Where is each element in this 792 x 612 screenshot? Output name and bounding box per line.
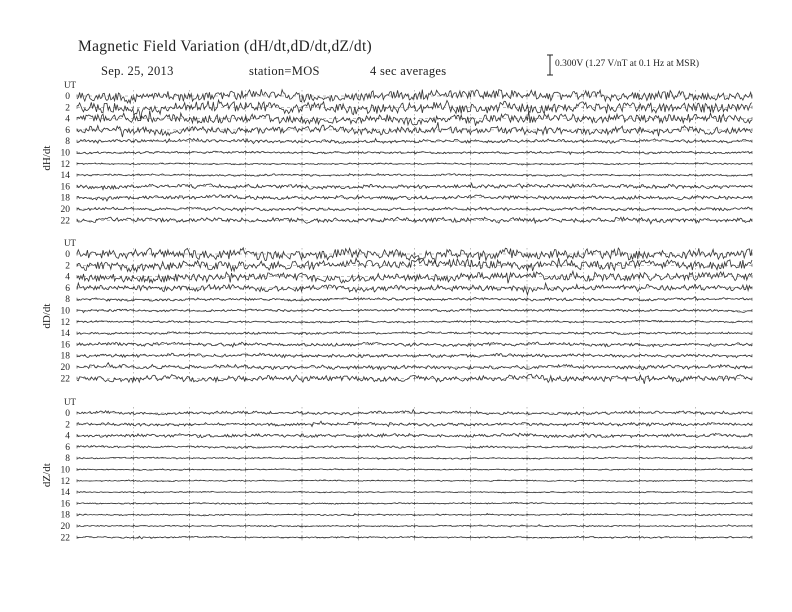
averaging-interval: 4 sec averages — [370, 64, 447, 78]
hour-label: 0 — [65, 92, 70, 102]
hour-label: 10 — [60, 148, 70, 159]
hour-label: 16 — [60, 182, 70, 193]
hour-label: 22 — [60, 533, 70, 544]
hour-label: 4 — [65, 431, 70, 442]
hour-label: 2 — [65, 420, 70, 431]
scale-bar-label: 0.300V (1.27 V/nT at 0.1 Hz at MSR) — [555, 59, 700, 69]
hour-label: 14 — [60, 329, 70, 340]
y-axis-label: dH/dt — [41, 145, 53, 171]
y-axis-label: dD/dt — [41, 303, 53, 329]
y-axis-label: dZ/dt — [41, 463, 53, 488]
panels-group — [41, 80, 752, 543]
hour-label: 12 — [60, 317, 70, 328]
hour-label: 12 — [60, 159, 70, 170]
panel-dD — [41, 238, 752, 384]
ut-label: UT — [64, 80, 76, 90]
hour-label: 18 — [60, 193, 70, 204]
hour-label: 14 — [60, 171, 70, 182]
hour-label: 0 — [65, 250, 70, 260]
hour-label: 20 — [60, 205, 70, 215]
trace-line — [77, 195, 752, 201]
hour-label: 22 — [60, 216, 70, 227]
hour-label: 6 — [65, 442, 70, 453]
hour-label: 8 — [65, 295, 70, 306]
chart-title: Magnetic Field Variation (dH/dt,dD/dt,dZ/dt) — [78, 38, 373, 55]
ut-label: UT — [64, 238, 76, 248]
hour-label: 4 — [65, 272, 70, 283]
hour-label: 4 — [65, 114, 70, 125]
hour-label: 20 — [60, 522, 70, 532]
hour-label: 6 — [65, 283, 70, 294]
hour-label: 12 — [60, 476, 70, 487]
hour-label: 20 — [60, 363, 70, 373]
ut-label: UT — [64, 397, 76, 407]
observation-date: Sep. 25, 2013 — [101, 64, 174, 78]
hour-label: 22 — [60, 374, 70, 385]
hour-label: 18 — [60, 351, 70, 362]
hour-label: 16 — [60, 340, 70, 351]
hour-label: 2 — [65, 261, 70, 272]
hour-label: 2 — [65, 103, 70, 114]
hour-label: 6 — [65, 125, 70, 136]
hour-label: 8 — [65, 137, 70, 148]
hour-label: 10 — [60, 465, 70, 476]
hour-label: 10 — [60, 306, 70, 317]
panel-dH — [41, 80, 752, 226]
hour-label: 14 — [60, 488, 70, 499]
hour-label: 0 — [65, 409, 70, 419]
hour-label: 18 — [60, 510, 70, 521]
panel-dZ — [41, 397, 752, 543]
hour-label: 8 — [65, 454, 70, 465]
scale-bar — [547, 55, 553, 75]
hour-label: 16 — [60, 499, 70, 510]
station-name: station=MOS — [249, 64, 320, 78]
